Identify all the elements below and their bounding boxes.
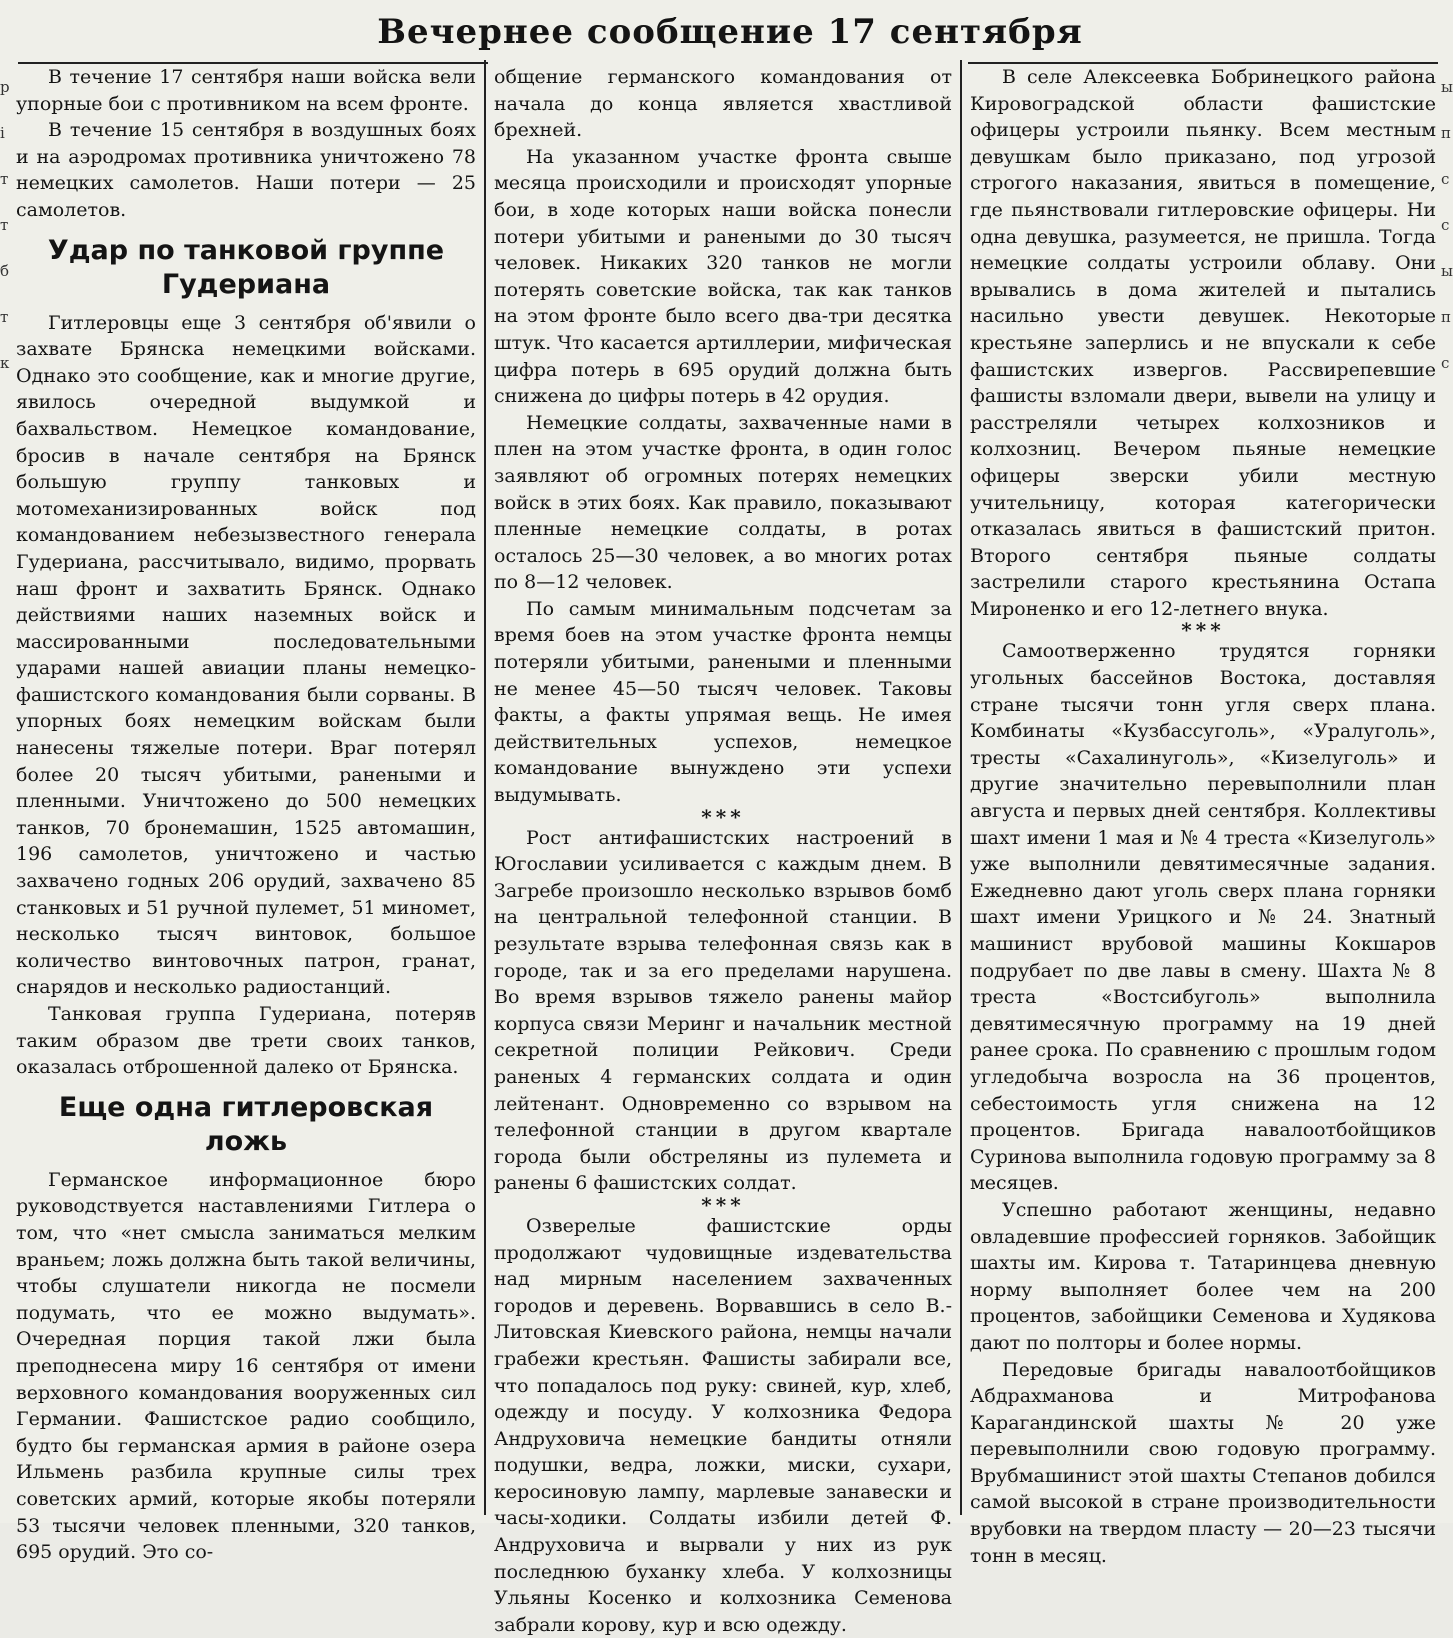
section-separator-stars: *** [701,1192,745,1217]
section-separator-stars: *** [1181,618,1225,643]
article-paragraph: общение германского командования от начала до конца является хвастливой брехней. [494,66,952,142]
article-paragraph: Гитлеровцы еще 3 сентября об'явили о захвате Брянска немецкими войсками. Однако это сообщение, как и многие другие, явилось очередной выдумкой и бахвальством. Немецкое командование, бросив в начале сентября на Брянск большую группу танковых и мотомеханизированных войск под командованием небезызвестного генерала Гудериана, рассчитывало, видимо, прорвать наш фронт и захватить Брянск. Однако действиями наших наземных войск и массированными последовательными ударами нашей авиации планы немецко-фашистского командования были сорваны. В упорных боях немецким войскам были нанесены тяжелые потери. Враг потерял более 20 тысяч убитыми, ранеными и пленными. Уничтожено до 500 немецких танков, 70 бронемашин, 1525 автомашин, 196 самолетов, уничтожено и частью захвачено годных 206 орудий, захвачено 85 станковых и 51 ручной пулемет, 51 миномет, несколько тысяч винтовок, большое количество винтовочных патрон, гранат, снарядов и несколько радиостанций. [16,311,476,999]
article-paragraph: На указанном участке фронта свыше месяца происходили и происходят упорные бои, в ходе которых наши войска понесли потери убитыми и ранеными до 30 тысяч человек. Никаких 320 танков не могли потерять советские войска, так как танков на этом фронте было всего два-три десятка штук. Что касается артиллерии, мифическая цифра потерь в 695 орудий должна быть снижена до цифры потерь в 42 орудия. [494,145,952,408]
article-paragraph: Озверелые фашистские орды продолжают чудовищные издевательства над мирным населением захваченных городов и деревень. Ворвавшись в село В.-Литовская Киевского района, немцы начали грабежи крестьян. Фашисты забирали все, что попадалось под руку: свиней, кур, хлеб, одежду и посуду. У колхозника Федора Андруховича немецкие бандиты отняли подушки, ведра, ложки, миски, сухари, керосиновую лампу, марлевые занавески и часы-ходики. Солдаты избили детей Ф. Андруховича и вырвали у них из рук последнюю буханку хлеба. У колхозницы Ульяны Косенко и колхозника Семенова забрали корову, кур и всю одежду. [494,1214,952,1636]
article-paragraph: Самоотверженно трудятся горняки угольных бассейнов Востока, доставляя стране тысячи тонн угля сверх плана. Комбинаты «Кузбассуголь», «Уралуголь», тресты «Сахалинуголь», «Кизелуголь» и другие значительно перевыполнили план августа и первых дней сентября. Коллективы шахт имени 1 мая и № 4 треста «Кизелуголь» уже выполнили девятимесячные задания. Ежедневно дают уголь сверх плана горняки шахт имени Урицкого и № 24. Знатный машинист врубовой машины Кокшаров подрубает по две лавы в смену. Шахта № 8 треста «Востсибуголь» выполнила девятимесячную программу на 19 дней ранее срока. По сравнению с прошлым годом угледобыча возросла на 36 процентов, себестоимость угля снижена на 12 процентов. Бригада навалоотбойщиков Суринова выполнила годовую программу за 8 месяцев. [970,640,1436,1195]
column-divider-1 [484,60,486,1515]
article-paragraph: В течение 15 сентября в воздушных боях и на аэродромах противника уничтожено 78 немецких самолетов. Наши потери — 25 самолетов. [16,119,476,221]
section-heading-guderian: Удар по танковой группе Гудериана [47,234,445,300]
section-separator-stars: *** [701,804,745,829]
article-paragraph: Рост антифашистских настроений в Югославии усиливается с каждым днем. В Загребе произошло несколько взрывов бомб на центральной телефонной станции. В результате взрыва телефонная связь как в городе, так и за его пределами нарушена. Во время взрывов тяжело ранены майор корпуса связи Меринг и начальник местной секретной полиции Рейкович. Среди раненых 4 германских солдата и один лейтенант. Одновременно со взрывом на телефонной станции в другом квартале города были обстреляны из пулемета и ранены 6 фашистских солдат. [494,826,952,1195]
section-heading-lie: Еще одна гитлеровская ложь [58,1091,434,1157]
article-paragraph: По самым минимальным подсчетам за время боев на этом участке фронта немцы потеряли убитыми, ранеными и пленными не менее 45—50 тысяч человек. Таковы факты, а факты упрямая вещь. Не имея действительных успехов, немецкое командование вынуждено эти успехи выдумывать. [494,597,952,807]
article-paragraph: В течение 17 сентября наши войска вели упорные бои с противником на всем фронте. [16,66,476,115]
column-1 [16,64,476,1564]
left-margin-scan-edge: р і т т б т к [0,78,10,372]
column-divider-2 [960,60,962,1515]
article-paragraph: Танковая группа Гудериана, потеряв таким образом две трети своих танков, оказалась отброшенной далеко от Брянска. [16,1003,476,1079]
article-paragraph: Успешно работают женщины, недавно овладевшие профессией горняков. Забойщик шахты им. Кирова т. Татаринцева дневную норму выполняет более чем на 200 процентов, забойщики Семенова и Худякова дают по полторы и более нормы. [970,1198,1436,1354]
article-paragraph: В селе Алексеевка Бобринецкого района Кировоградской области фашистские офицеры устроили пьянку. Всем местным девушкам было приказано, под угрозой строгого наказания, явиться в помещение, где пьянствовали гитлеровские офицеры. Ни одна девушка, разумеется, не пришла. Тогда немецкие солдаты устроили облаву. Они врывались в дома жителей и пытались насильно увести девушек. Некоторые крестьяне заперлись и не впускали к себе фашистских извергов. Рассвирепевшие фашисты взломали двери, вывели на улицу и расстреляли четырех колхозников и колхозниц. Вечером пьяные немецкие офицеры зверски убили местную учительницу, которая категорически отказалась явиться в фашистский притон. Второго сентября пьяные солдаты застрелили старого крестьянина Остапа Мироненко и его 12-летнего внука. [970,66,1436,620]
column-3 [970,64,1436,1567]
article-paragraph: Германское информационное бюро руководствуется наставлениями Гитлера о том, что «нет смысла заниматься мелким враньем; ложь должна быть такой величины, чтобы слушатели никогда не посмели подумать, что ее можно выдумать». Очередная порция такой лжи была преподнесена миру 16 сентября от имени верховного командования вооруженных сил Германии. Фашистское радио сообщило, будто бы германская армия в районе озера Ильмень разбила крупные силы трех советских армий, которые якобы потеряли 53 тысячи человек пленными, 320 танков, 695 орудий. Это со- [16,1168,476,1564]
right-margin-scan-edge: ы п с с ы п с [1441,78,1453,372]
article-paragraph: Передовые бригады навалоотбойщиков Абдрахманова и Митрофанова Карагандинской шахты № 20 уже перевыполнили свою годовую программу. Врубмашинист этой шахты Степанов добился самой высокой в стране производительности врубовки на твердом пласту — 20—23 тысячи тонн в месяц. [970,1358,1436,1567]
column-2 [494,64,952,1636]
article-paragraph: Немецкие солдаты, захваченные нами в плен на этом участке фронта, в один голос заявляют об огромных потерях немецких войск в этих боях. Как правило, показывают пленные немецкие солдаты, в ротах осталось 25—30 человек, а во многих ротах по 8—12 человек. [494,411,952,594]
page-headline: Вечернее сообщение 17 сентября [377,12,1083,52]
